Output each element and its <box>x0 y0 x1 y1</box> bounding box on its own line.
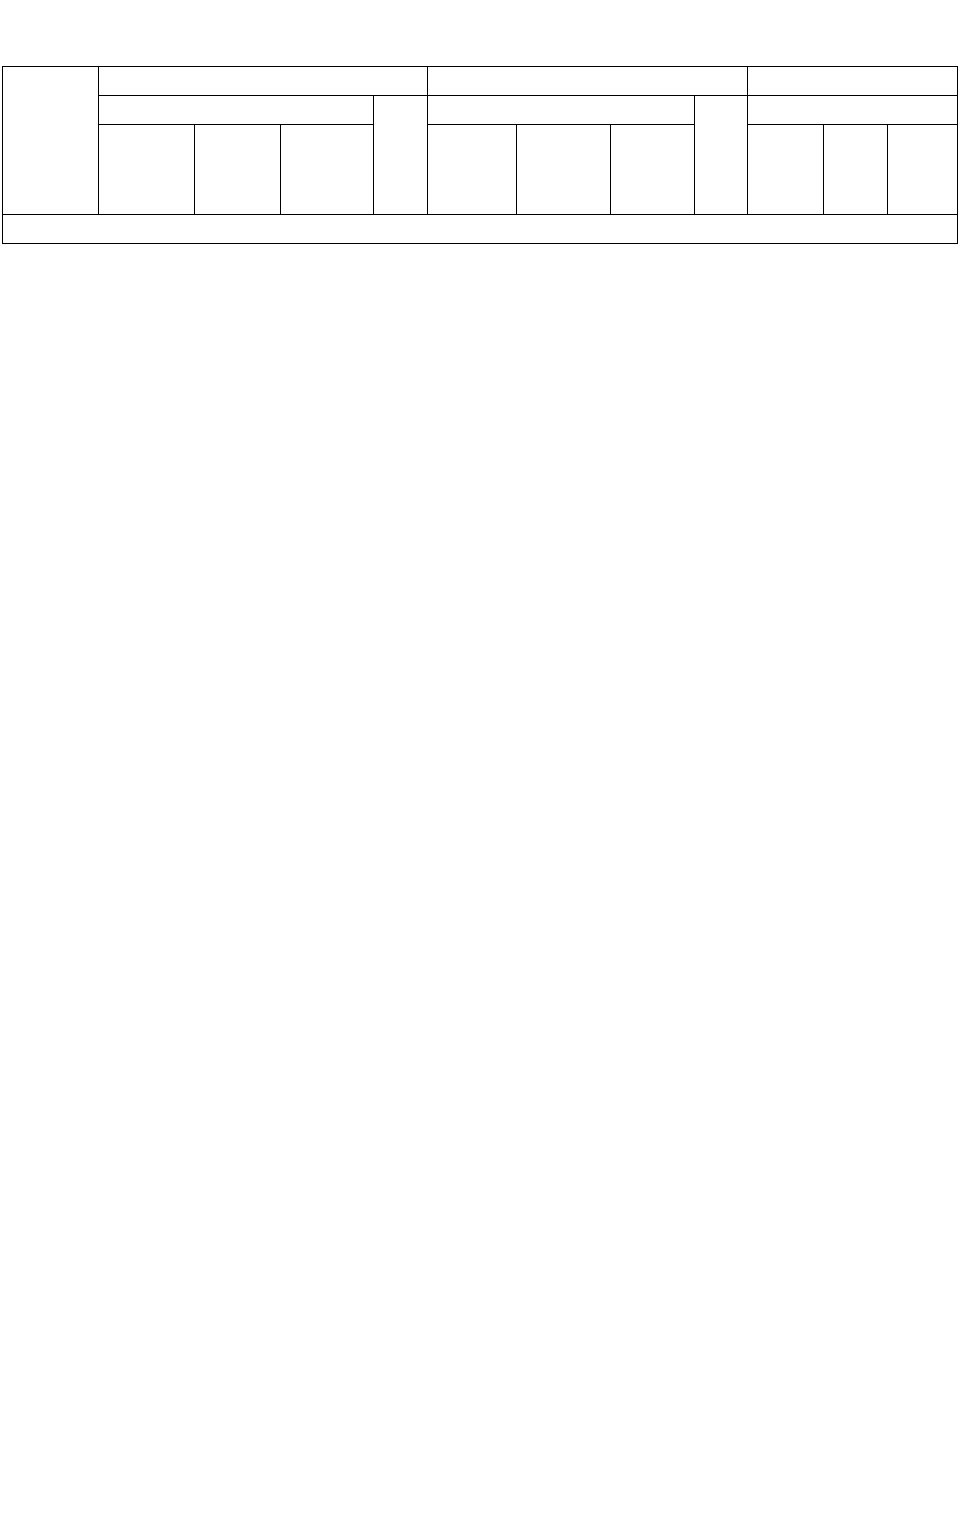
section-title <box>3 215 958 244</box>
header-wytwarzanie <box>99 67 428 96</box>
header-year-2009 <box>888 125 958 215</box>
header-row-3 <box>3 125 958 215</box>
header-year-2007 <box>428 125 517 215</box>
header-row-1 <box>3 67 958 96</box>
header-odzysk <box>428 67 748 96</box>
header-year-2009 <box>611 125 695 215</box>
header-masa-unieszkodliwienie <box>748 96 958 125</box>
header-year-2008 <box>824 125 888 215</box>
header-oznaczenie-procesu-1 <box>374 96 428 215</box>
header-year-2009 <box>281 125 374 215</box>
header-row-2 <box>3 96 958 125</box>
header-kod <box>3 67 99 215</box>
header-oznaczenie-procesu-2 <box>695 96 748 215</box>
header-year-2008 <box>517 125 611 215</box>
header-masa-odzysk <box>428 96 695 125</box>
header-year-2007 <box>99 125 195 215</box>
header-year-2008 <box>195 125 281 215</box>
header-masa-wytwarzanie <box>99 96 374 125</box>
section-title-row <box>3 215 958 244</box>
header-unieszkodliwienie <box>748 67 958 96</box>
header-year-2007 <box>748 125 824 215</box>
waste-table <box>2 66 958 244</box>
